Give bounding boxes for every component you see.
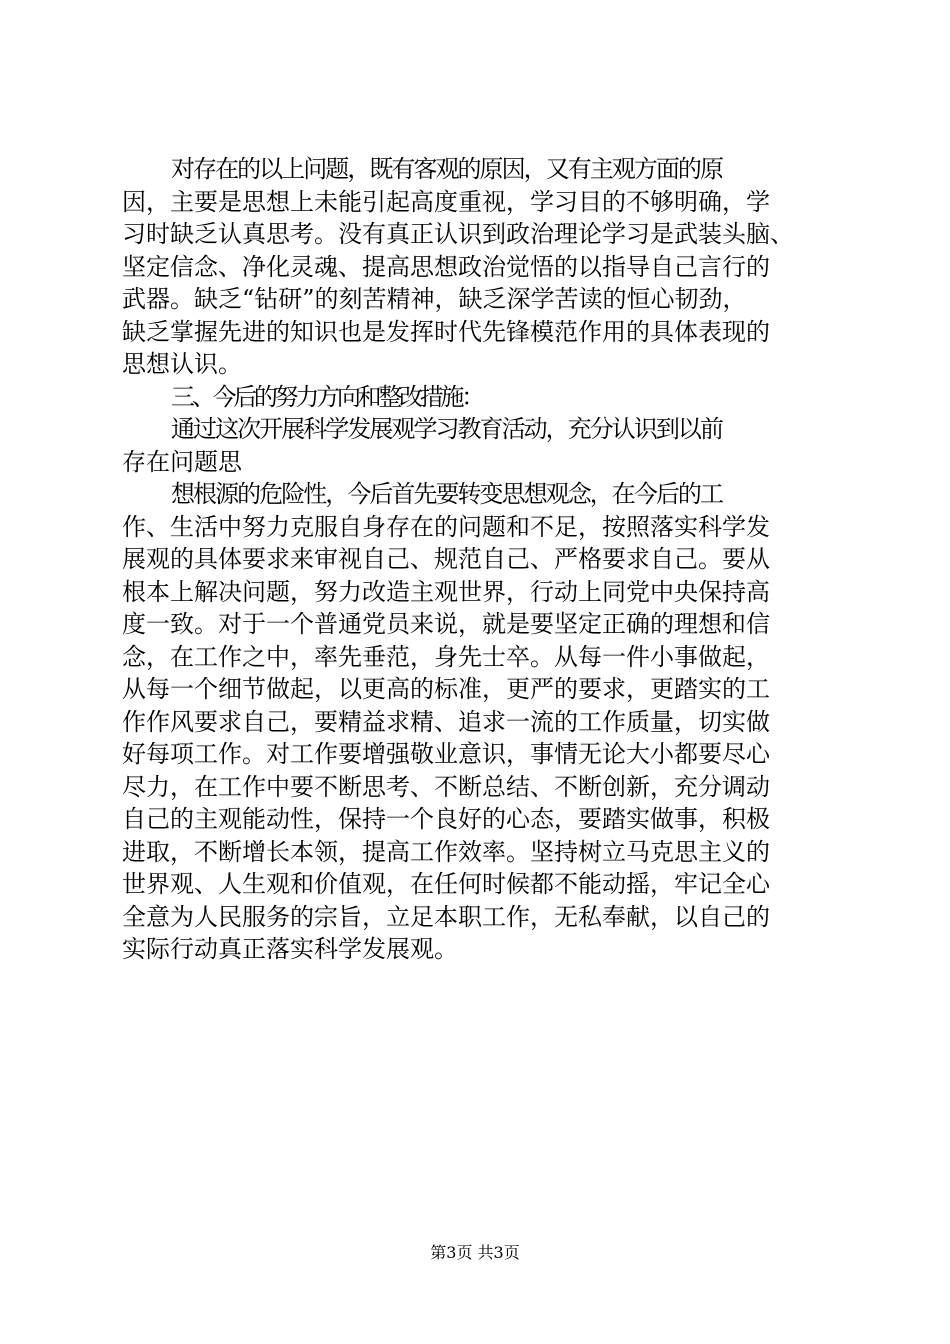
- text-line: 对存在的以上问题，既有客观的原因，又有主观方面的原: [171, 155, 722, 183]
- text-line: 习时缺乏认真思考。没有真正认识到政治理论学习是武装头脑、: [122, 220, 794, 248]
- text-line: 思想认识。: [122, 350, 242, 378]
- text-line: 武器。缺乏“钻研”的刻苦精神，缺乏深学苦读的恒心韧劲，: [122, 285, 747, 313]
- text-line: 好每项工作。对工作要增强敬业意识，事情无论大小都要尽心: [122, 740, 770, 768]
- text-line: 度一致。对于一个普通党员来说，就是要坚定正确的理想和信: [122, 610, 770, 638]
- text-line: 进取，不断增长本领，提高工作效率。坚持树立马克思主义的: [122, 837, 770, 866]
- text-line: 因，主要是思想上未能引起高度重视，学习目的不够明确，学: [122, 187, 770, 216]
- text-line: 存在问题思: [122, 447, 242, 476]
- page-footer: 第3页 共3页: [430, 1243, 520, 1262]
- text-line: 作、生活中努力克服自身存在的问题和不足，按照落实科学发: [122, 512, 770, 541]
- text-line: 通过这次开展科学发展观学习教育活动，充分认识到以前: [171, 415, 722, 443]
- document-body: [122, 153, 838, 966]
- text-line: 尽力，在工作中要不断思考、不断总结、不断创新，充分调动: [122, 772, 770, 801]
- text-line: 念，在工作之中，率先垂范，身先士卒。从每一件小事做起，: [122, 642, 770, 671]
- text-line: 实际行动真正落实科学发展观。: [122, 935, 458, 963]
- text-line: 自己的主观能动性，保持一个良好的心态，要踏实做事，积极: [122, 805, 770, 833]
- text-line: 想根源的危险性，今后首先要转变思想观念，在今后的工: [171, 480, 722, 508]
- text-line: 从每一个细节做起，以更高的标准，更严的要求，更踏实的工: [122, 675, 770, 703]
- text-line: 世界观、人生观和价值观，在任何时候都不能动摇，牢记全心: [122, 870, 770, 898]
- text-line: 缺乏掌握先进的知识也是发挥时代先锋模范作用的具体表现的: [122, 317, 770, 346]
- text-line: 展观的具体要求来审视自己、规范自己、严格要求自己。要从: [122, 545, 770, 573]
- text-line: 三、今后的努力方向和整改措施：: [171, 382, 482, 411]
- text-line: 全意为人民服务的宗旨，立足本职工作，无私奉献，以自己的: [122, 902, 770, 931]
- text-line: 作作风要求自己，要精益求精、追求一流的工作质量，切实做: [122, 707, 770, 736]
- text-line: 坚定信念、净化灵魂、提高思想政治觉悟的以指导自己言行的: [122, 252, 770, 281]
- text-line: 根本上解决问题，努力改造主观世界，行动上同党中央保持高: [122, 577, 770, 606]
